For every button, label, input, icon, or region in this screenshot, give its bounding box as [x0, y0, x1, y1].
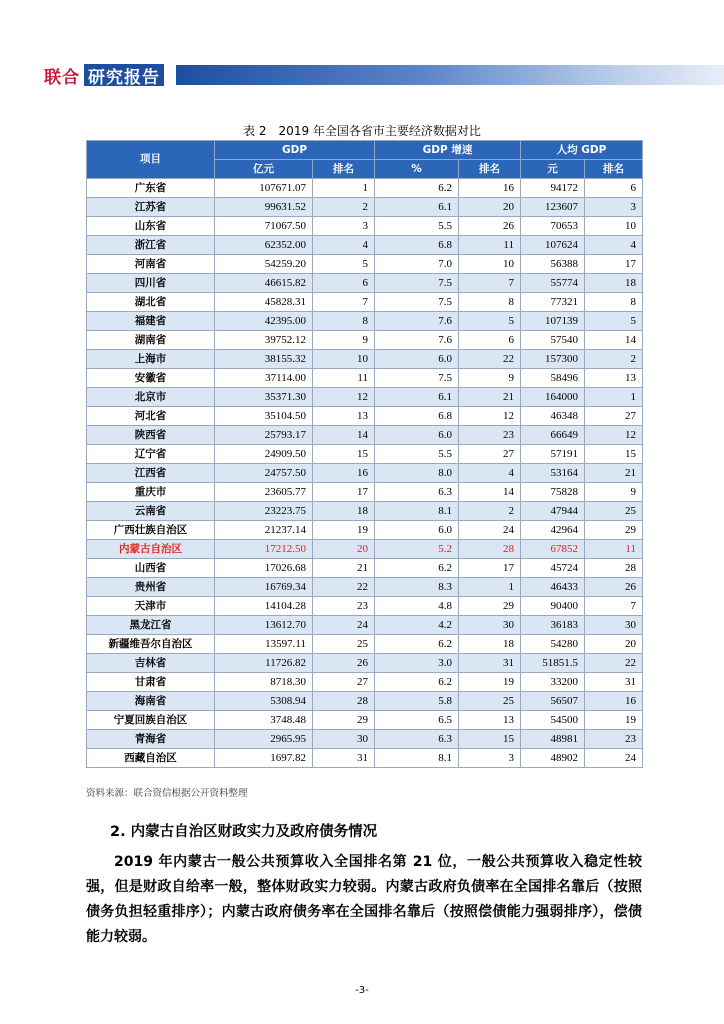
data-source-note: 资料来源：联合资信根据公开资料整理	[86, 788, 248, 799]
province-name: 贵州省	[87, 578, 215, 597]
table-row	[87, 673, 643, 692]
gdp-growth-value: 6.3	[375, 730, 459, 749]
section-paragraph: 2019 年内蒙古一般公共预算收入全国排名第 21 位，一般公共预算收入稳定性较强，但是财政自给率一般，整体财政实力较弱。内蒙古政府负债率在全国排名靠后（按照债务负担轻重排序）；内蒙古政府债务率在全国排名靠后（按照偿债能力强弱排序），偿债能力较弱。	[86, 854, 642, 945]
header-per-capita-gdp: 人均 GDP	[521, 141, 643, 160]
province-name: 湖北省	[87, 293, 215, 312]
province-name: 上海市	[87, 350, 215, 369]
gdp-value: 39752.12	[215, 331, 313, 350]
gdp-growth-value: 6.2	[375, 635, 459, 654]
header-unit-growth: %	[375, 160, 459, 179]
province-name: 天津市	[87, 597, 215, 616]
gdp-growth-rank: 10	[459, 255, 521, 274]
per-capita-gdp-rank: 15	[585, 445, 643, 464]
gdp-value: 8718.30	[215, 673, 313, 692]
table-row	[87, 274, 643, 293]
page-number: -3-	[355, 985, 369, 996]
table-row	[87, 236, 643, 255]
gdp-growth-rank: 25	[459, 692, 521, 711]
per-capita-gdp-rank: 12	[585, 426, 643, 445]
gdp-growth-rank: 28	[459, 540, 521, 559]
per-capita-gdp-value: 54280	[521, 635, 585, 654]
gdp-value: 24757.50	[215, 464, 313, 483]
gdp-growth-value: 6.3	[375, 483, 459, 502]
province-name: 四川省	[87, 274, 215, 293]
table-row	[87, 179, 643, 198]
province-name: 广西壮族自治区	[87, 521, 215, 540]
header-item: 项目	[87, 141, 215, 179]
province-name: 辽宁省	[87, 445, 215, 464]
per-capita-gdp-value: 48981	[521, 730, 585, 749]
per-capita-gdp-value: 107139	[521, 312, 585, 331]
gdp-rank: 1	[313, 179, 375, 198]
gdp-rank: 7	[313, 293, 375, 312]
gdp-rank: 15	[313, 445, 375, 464]
province-name: 新疆维吾尔自治区	[87, 635, 215, 654]
gdp-growth-value: 7.5	[375, 369, 459, 388]
gdp-value: 62352.00	[215, 236, 313, 255]
gdp-growth-rank: 20	[459, 198, 521, 217]
per-capita-gdp-rank: 5	[585, 312, 643, 331]
per-capita-gdp-rank: 13	[585, 369, 643, 388]
table-row	[87, 217, 643, 236]
header-gradient-bar	[176, 65, 724, 85]
report-type-label: 研究报告	[84, 64, 164, 86]
per-capita-gdp-rank: 18	[585, 274, 643, 293]
per-capita-gdp-rank: 8	[585, 293, 643, 312]
per-capita-gdp-value: 48902	[521, 749, 585, 768]
gdp-growth-rank: 19	[459, 673, 521, 692]
gdp-rank: 9	[313, 331, 375, 350]
gdp-growth-rank: 12	[459, 407, 521, 426]
gdp-growth-rank: 21	[459, 388, 521, 407]
gdp-growth-rank: 13	[459, 711, 521, 730]
gdp-value: 23605.77	[215, 483, 313, 502]
gdp-rank: 23	[313, 597, 375, 616]
header-gdp: GDP	[215, 141, 375, 160]
province-name: 广东省	[87, 179, 215, 198]
gdp-growth-value: 5.8	[375, 692, 459, 711]
gdp-rank: 13	[313, 407, 375, 426]
per-capita-gdp-rank: 16	[585, 692, 643, 711]
gdp-rank: 2	[313, 198, 375, 217]
gdp-growth-value: 6.1	[375, 388, 459, 407]
gdp-growth-rank: 4	[459, 464, 521, 483]
province-name: 重庆市	[87, 483, 215, 502]
per-capita-gdp-value: 45724	[521, 559, 585, 578]
per-capita-gdp-value: 107624	[521, 236, 585, 255]
table-row	[87, 388, 643, 407]
per-capita-gdp-rank: 4	[585, 236, 643, 255]
per-capita-gdp-value: 70653	[521, 217, 585, 236]
gdp-rank: 21	[313, 559, 375, 578]
per-capita-gdp-value: 157300	[521, 350, 585, 369]
gdp-growth-rank: 11	[459, 236, 521, 255]
gdp-rank: 3	[313, 217, 375, 236]
per-capita-gdp-rank: 31	[585, 673, 643, 692]
gdp-growth-rank: 23	[459, 426, 521, 445]
per-capita-gdp-value: 66649	[521, 426, 585, 445]
section-heading: 2. 内蒙古自治区财政实力及政府债务情况	[110, 824, 378, 840]
gdp-rank: 4	[313, 236, 375, 255]
table-row	[87, 654, 643, 673]
gdp-growth-rank: 22	[459, 350, 521, 369]
gdp-value: 71067.50	[215, 217, 313, 236]
gdp-growth-rank: 18	[459, 635, 521, 654]
header-unit-per-capita: 元	[521, 160, 585, 179]
gdp-value: 13612.70	[215, 616, 313, 635]
province-name: 青海省	[87, 730, 215, 749]
gdp-growth-value: 6.0	[375, 521, 459, 540]
gdp-growth-rank: 27	[459, 445, 521, 464]
province-name: 陕西省	[87, 426, 215, 445]
gdp-growth-value: 4.2	[375, 616, 459, 635]
gdp-growth-value: 6.8	[375, 407, 459, 426]
brand-name: 联合	[44, 67, 80, 88]
table-row	[87, 331, 643, 350]
per-capita-gdp-rank: 22	[585, 654, 643, 673]
gdp-growth-rank: 16	[459, 179, 521, 198]
province-name: 北京市	[87, 388, 215, 407]
gdp-value: 54259.20	[215, 255, 313, 274]
gdp-growth-value: 7.6	[375, 331, 459, 350]
province-name: 宁夏回族自治区	[87, 711, 215, 730]
per-capita-gdp-rank: 23	[585, 730, 643, 749]
gdp-rank: 27	[313, 673, 375, 692]
gdp-growth-value: 3.0	[375, 654, 459, 673]
gdp-rank: 8	[313, 312, 375, 331]
gdp-growth-rank: 15	[459, 730, 521, 749]
per-capita-gdp-value: 46348	[521, 407, 585, 426]
gdp-growth-rank: 1	[459, 578, 521, 597]
header-rank: 排名	[313, 160, 375, 179]
gdp-growth-value: 6.2	[375, 559, 459, 578]
gdp-value: 107671.07	[215, 179, 313, 198]
gdp-growth-value: 6.1	[375, 198, 459, 217]
gdp-value: 38155.32	[215, 350, 313, 369]
gdp-value: 37114.00	[215, 369, 313, 388]
per-capita-gdp-value: 164000	[521, 388, 585, 407]
gdp-value: 99631.52	[215, 198, 313, 217]
gdp-value: 21237.14	[215, 521, 313, 540]
gdp-rank: 19	[313, 521, 375, 540]
province-name: 山西省	[87, 559, 215, 578]
gdp-rank: 31	[313, 749, 375, 768]
per-capita-gdp-rank: 1	[585, 388, 643, 407]
gdp-growth-rank: 8	[459, 293, 521, 312]
gdp-growth-value: 6.2	[375, 179, 459, 198]
gdp-growth-value: 8.0	[375, 464, 459, 483]
header-gdp-growth: GDP 增速	[375, 141, 521, 160]
gdp-growth-rank: 2	[459, 502, 521, 521]
table-row	[87, 711, 643, 730]
table-header-row	[87, 141, 643, 160]
gdp-growth-value: 8.1	[375, 749, 459, 768]
gdp-growth-value: 6.5	[375, 711, 459, 730]
table-row	[87, 464, 643, 483]
page-header	[0, 62, 724, 88]
province-name: 海南省	[87, 692, 215, 711]
province-name: 西藏自治区	[87, 749, 215, 768]
province-name: 河北省	[87, 407, 215, 426]
gdp-rank: 12	[313, 388, 375, 407]
per-capita-gdp-value: 67852	[521, 540, 585, 559]
per-capita-gdp-rank: 6	[585, 179, 643, 198]
gdp-rank: 10	[313, 350, 375, 369]
per-capita-gdp-value: 42964	[521, 521, 585, 540]
table-row	[87, 255, 643, 274]
per-capita-gdp-value: 47944	[521, 502, 585, 521]
gdp-value: 13597.11	[215, 635, 313, 654]
gdp-growth-rank: 31	[459, 654, 521, 673]
table-row	[87, 312, 643, 331]
gdp-growth-rank: 14	[459, 483, 521, 502]
gdp-value: 17212.50	[215, 540, 313, 559]
gdp-growth-rank: 30	[459, 616, 521, 635]
gdp-growth-value: 7.5	[375, 274, 459, 293]
per-capita-gdp-rank: 20	[585, 635, 643, 654]
table-row	[87, 730, 643, 749]
gdp-rank: 29	[313, 711, 375, 730]
table-row	[87, 198, 643, 217]
table-row	[87, 293, 643, 312]
per-capita-gdp-rank: 7	[585, 597, 643, 616]
per-capita-gdp-value: 51851.5	[521, 654, 585, 673]
gdp-rank: 16	[313, 464, 375, 483]
per-capita-gdp-rank: 25	[585, 502, 643, 521]
per-capita-gdp-value: 94172	[521, 179, 585, 198]
gdp-value: 35371.30	[215, 388, 313, 407]
per-capita-gdp-value: 33200	[521, 673, 585, 692]
gdp-growth-value: 6.8	[375, 236, 459, 255]
gdp-value: 42395.00	[215, 312, 313, 331]
table-row	[87, 483, 643, 502]
gdp-value: 35104.50	[215, 407, 313, 426]
province-name: 甘肃省	[87, 673, 215, 692]
gdp-rank: 24	[313, 616, 375, 635]
gdp-growth-rank: 26	[459, 217, 521, 236]
per-capita-gdp-rank: 27	[585, 407, 643, 426]
per-capita-gdp-value: 90400	[521, 597, 585, 616]
table-row	[87, 521, 643, 540]
per-capita-gdp-rank: 21	[585, 464, 643, 483]
table-row	[87, 749, 643, 768]
gdp-value: 23223.75	[215, 502, 313, 521]
gdp-growth-rank: 5	[459, 312, 521, 331]
per-capita-gdp-rank: 26	[585, 578, 643, 597]
gdp-growth-value: 8.1	[375, 502, 459, 521]
gdp-rank: 11	[313, 369, 375, 388]
gdp-growth-value: 5.5	[375, 445, 459, 464]
gdp-value: 46615.82	[215, 274, 313, 293]
gdp-growth-value: 5.2	[375, 540, 459, 559]
gdp-value: 24909.50	[215, 445, 313, 464]
per-capita-gdp-rank: 17	[585, 255, 643, 274]
gdp-growth-value: 6.2	[375, 673, 459, 692]
gdp-growth-value: 7.0	[375, 255, 459, 274]
gdp-growth-value: 7.6	[375, 312, 459, 331]
table-row	[87, 578, 643, 597]
per-capita-gdp-value: 46433	[521, 578, 585, 597]
per-capita-gdp-rank: 10	[585, 217, 643, 236]
province-name: 安徽省	[87, 369, 215, 388]
province-name: 河南省	[87, 255, 215, 274]
table-body	[87, 179, 643, 768]
table-row	[87, 350, 643, 369]
table-row	[87, 540, 643, 559]
gdp-growth-value: 7.5	[375, 293, 459, 312]
per-capita-gdp-rank: 2	[585, 350, 643, 369]
table-row	[87, 502, 643, 521]
gdp-rank: 30	[313, 730, 375, 749]
table-row	[87, 426, 643, 445]
gdp-rank: 25	[313, 635, 375, 654]
gdp-growth-value: 6.0	[375, 350, 459, 369]
per-capita-gdp-rank: 24	[585, 749, 643, 768]
gdp-value: 45828.31	[215, 293, 313, 312]
per-capita-gdp-rank: 28	[585, 559, 643, 578]
per-capita-gdp-value: 53164	[521, 464, 585, 483]
per-capita-gdp-value: 57540	[521, 331, 585, 350]
gdp-rank: 26	[313, 654, 375, 673]
province-name: 黑龙江省	[87, 616, 215, 635]
per-capita-gdp-value: 54500	[521, 711, 585, 730]
gdp-growth-rank: 17	[459, 559, 521, 578]
gdp-growth-rank: 6	[459, 331, 521, 350]
gdp-value: 2965.95	[215, 730, 313, 749]
gdp-rank: 20	[313, 540, 375, 559]
table-row	[87, 445, 643, 464]
gdp-rank: 17	[313, 483, 375, 502]
province-name: 湖南省	[87, 331, 215, 350]
gdp-value: 14104.28	[215, 597, 313, 616]
per-capita-gdp-rank: 29	[585, 521, 643, 540]
per-capita-gdp-value: 123607	[521, 198, 585, 217]
province-name: 江西省	[87, 464, 215, 483]
per-capita-gdp-value: 36183	[521, 616, 585, 635]
header-rank: 排名	[459, 160, 521, 179]
gdp-growth-value: 5.5	[375, 217, 459, 236]
table-row	[87, 597, 643, 616]
gdp-growth-rank: 7	[459, 274, 521, 293]
per-capita-gdp-value: 77321	[521, 293, 585, 312]
table-row	[87, 559, 643, 578]
province-name: 福建省	[87, 312, 215, 331]
table-row	[87, 692, 643, 711]
province-name: 吉林省	[87, 654, 215, 673]
per-capita-gdp-rank: 30	[585, 616, 643, 635]
gdp-growth-rank: 3	[459, 749, 521, 768]
gdp-value: 16769.34	[215, 578, 313, 597]
per-capita-gdp-rank: 9	[585, 483, 643, 502]
per-capita-gdp-rank: 14	[585, 331, 643, 350]
province-name: 江苏省	[87, 198, 215, 217]
gdp-growth-value: 4.8	[375, 597, 459, 616]
gdp-rank: 22	[313, 578, 375, 597]
province-name: 内蒙古自治区	[87, 540, 215, 559]
per-capita-gdp-rank: 11	[585, 540, 643, 559]
gdp-growth-rank: 9	[459, 369, 521, 388]
per-capita-gdp-value: 57191	[521, 445, 585, 464]
table-row	[87, 616, 643, 635]
table-row	[87, 635, 643, 654]
gdp-value: 11726.82	[215, 654, 313, 673]
header-unit-gdp: 亿元	[215, 160, 313, 179]
per-capita-gdp-value: 55774	[521, 274, 585, 293]
per-capita-gdp-value: 56388	[521, 255, 585, 274]
gdp-comparison-table	[86, 140, 643, 768]
per-capita-gdp-rank: 3	[585, 198, 643, 217]
header-rank: 排名	[585, 160, 643, 179]
gdp-rank: 6	[313, 274, 375, 293]
per-capita-gdp-value: 56507	[521, 692, 585, 711]
table-row	[87, 369, 643, 388]
gdp-rank: 5	[313, 255, 375, 274]
per-capita-gdp-value: 58496	[521, 369, 585, 388]
gdp-growth-value: 8.3	[375, 578, 459, 597]
gdp-growth-value: 6.0	[375, 426, 459, 445]
gdp-value: 5308.94	[215, 692, 313, 711]
gdp-value: 1697.82	[215, 749, 313, 768]
per-capita-gdp-rank: 19	[585, 711, 643, 730]
gdp-value: 17026.68	[215, 559, 313, 578]
gdp-growth-rank: 29	[459, 597, 521, 616]
gdp-growth-rank: 24	[459, 521, 521, 540]
gdp-rank: 18	[313, 502, 375, 521]
province-name: 云南省	[87, 502, 215, 521]
gdp-value: 25793.17	[215, 426, 313, 445]
province-name: 浙江省	[87, 236, 215, 255]
gdp-rank: 28	[313, 692, 375, 711]
brand-logo	[44, 62, 164, 88]
gdp-rank: 14	[313, 426, 375, 445]
province-name: 山东省	[87, 217, 215, 236]
gdp-value: 3748.48	[215, 711, 313, 730]
per-capita-gdp-value: 75828	[521, 483, 585, 502]
table-row	[87, 407, 643, 426]
table-caption: 表 2 2019 年全国各省市主要经济数据对比	[243, 124, 481, 138]
